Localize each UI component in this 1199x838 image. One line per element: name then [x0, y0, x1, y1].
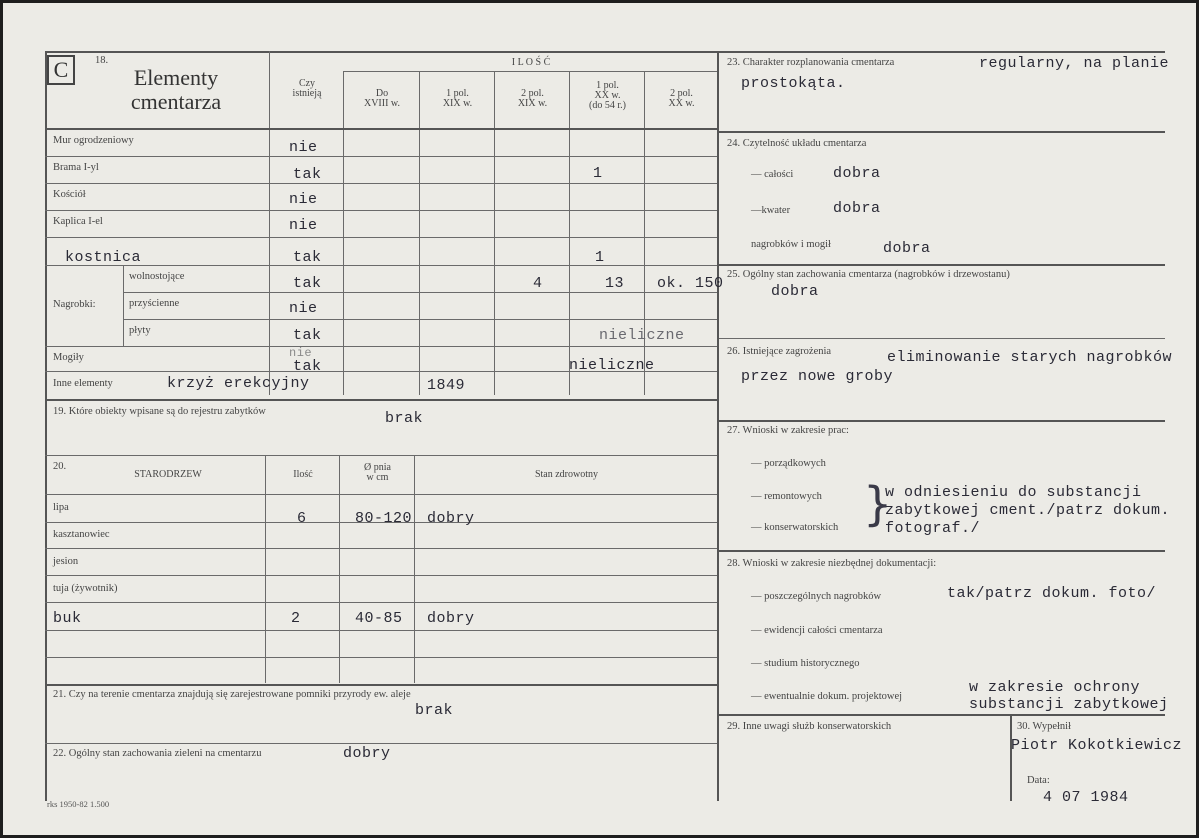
row-inne-label: Inne elementy [53, 378, 113, 389]
row-wolnostojace-c4: 13 [605, 275, 625, 292]
q24-calosci-value: dobra [833, 165, 881, 182]
q27-value-2: zabytkowej cment./patrz dokum. [885, 502, 1171, 519]
tree-row-pnia: 80-120 [355, 510, 413, 527]
q23-label: 23. Charakter rozplanowania cmentarza [727, 57, 895, 68]
q27-value-1: w odniesieniu do substancji [885, 484, 1142, 501]
q30-label: 30. Wypełnił [1017, 721, 1072, 732]
row-mogily-note: nieliczne [569, 357, 655, 374]
row-mogily-label: Mogiły [53, 352, 84, 363]
row-kosciol-czy: nie [289, 191, 318, 208]
row-przyscienne-label: przyścienne [129, 298, 180, 309]
q27-item: — porządkowych [751, 458, 826, 469]
col-header-3: 2 pol. XIX w. [517, 88, 548, 109]
row-brama-label: Brama I-yl [53, 162, 99, 173]
elements-title-2: cmentarza [130, 89, 222, 114]
row-mur-czy: nie [289, 139, 318, 156]
q21-value: brak [415, 702, 454, 719]
row-wolnostojace-czy: tak [293, 275, 322, 292]
tree-row-ilosc: 6 [297, 510, 307, 527]
section-c-letter: C [53, 57, 69, 82]
row-mur-label: Mur ogrodzeniowy [53, 135, 134, 146]
q28-item: — ewentualnie dokum. projektowej [751, 691, 903, 702]
col-header-5: 2 pol. XX w. [668, 88, 695, 109]
row-przyscienne-czy: nie [289, 300, 318, 317]
tree-row-name: jesion [53, 556, 79, 567]
q28-value-4a: w zakresie ochrony [969, 679, 1141, 696]
q24-calosci-label: — całości [751, 169, 794, 180]
col-header-1: Do XVIII w. [363, 88, 400, 109]
q30-value: Piotr Kokotkiewicz [1011, 737, 1183, 754]
q28-item: — studium historycznego [751, 658, 860, 669]
q23-value-1: regularny, na planie [979, 55, 1170, 72]
row-plyty-czy: tak [293, 327, 322, 344]
row-wolnostojace-label: wolnostojące [129, 271, 185, 282]
q20-number: 20. [53, 461, 67, 472]
starodrzew-stan-header: Stan zdrowotny [534, 469, 599, 480]
q24-label: 24. Czytelność układu cmentarza [727, 138, 867, 149]
q23-value-2: prostokąta. [741, 75, 846, 92]
section-c-box [47, 55, 75, 85]
tree-row-name: tuja (żywotnik) [53, 583, 118, 594]
tree-row-stan: dobry [427, 610, 475, 627]
q24-nagrobkow-label: nagrobków i mogił [751, 239, 831, 250]
q27-label: 27. Wnioski w zakresie prac: [727, 425, 849, 436]
row-kostnica-c4: 1 [595, 249, 605, 266]
row-wolnostojace-c5: ok. 150 [657, 275, 724, 292]
row-mogily-czy: tak [293, 358, 322, 375]
q28-item: — ewidencji całości cmentarza [751, 625, 883, 636]
brace-icon: } [863, 477, 893, 531]
q28-value-4b: substancji zabytkowej [969, 696, 1169, 713]
row-kostnica-czy: tak [293, 249, 322, 266]
starodrzew-pnia-header: Ø pnia w cm [364, 462, 391, 483]
q24-kwater-value: dobra [833, 200, 881, 217]
q25-value: dobra [771, 283, 819, 300]
col-header-2: 1 pol. XIX w. [442, 88, 473, 109]
q19-label: 19. Które obiekty wpisane są do rejestru zabytków [53, 406, 266, 417]
center-divider [717, 51, 719, 801]
q25-label: 25. Ogólny stan zachowania cmentarza (nagrobków i drzewostanu) [727, 269, 1010, 280]
row-plyty-label: płyty [129, 325, 151, 336]
q21-label: 21. Czy na terenie cmentarza znajdują się zarejestrowane pomniki przyrody ew. aleje [53, 689, 411, 700]
q27-value-3: fotograf./ [885, 520, 981, 537]
q28-item: — poszczególnych nagrobków [751, 591, 882, 602]
row-plyty-note: nieliczne [599, 327, 685, 344]
elements-title-1: Elementy [133, 65, 219, 90]
q27-item: — konserwatorskich [751, 522, 839, 533]
q30-date-label: Data: [1027, 775, 1050, 786]
starodrzew-ilosc-header: Ilość [293, 469, 313, 480]
q28-label: 28. Wnioski w zakresie niezbędnej dokumentacji: [727, 558, 937, 569]
q19-value: brak [385, 410, 424, 427]
czy-istnieja-header: Czy istnieją [292, 78, 322, 99]
row-kostnica-label: kostnica [65, 249, 142, 266]
q24-nagrobkow-value: dobra [883, 240, 931, 257]
row-kaplica-czy: nie [289, 217, 318, 234]
nagrobki-label: Nagrobki: [53, 299, 96, 310]
left-border [45, 51, 47, 801]
tree-row-pnia: 40-85 [355, 610, 403, 627]
ilosc-header: I L O Ś Ć [511, 57, 551, 68]
col-header-4: 1 pol. XX w. (do 54 r.) [589, 80, 626, 111]
row-inne-c2: 1849 [427, 377, 466, 394]
q27-item: — remontowych [751, 491, 822, 502]
row-kosciol-label: Kościół [53, 189, 86, 200]
row-kaplica-label: Kaplica I-el [53, 216, 103, 227]
row-inne-value: krzyż erekcyjny [167, 375, 310, 392]
q26-label: 26. Istniejące zagrożenia [727, 346, 832, 357]
tree-row-name: buk [53, 610, 82, 627]
q24-kwater-label: —kwater [751, 205, 791, 216]
row-mogily-struck: nie [289, 346, 313, 360]
q22-label: 22. Ogólny stan zachowania zieleni na cmentarzu [53, 748, 262, 759]
q28-value-1: tak/patrz dokum. foto/ [947, 585, 1157, 602]
tree-row-ilosc: 2 [291, 610, 301, 627]
tree-row-name: lipa [53, 502, 69, 513]
q26-value-1: eliminowanie starych nagrobków [887, 349, 1173, 366]
starodrzew-header: STARODRZEW [134, 469, 202, 480]
q22-value: dobry [343, 745, 391, 762]
q26-value-2: przez nowe groby [741, 368, 894, 385]
row-brama-czy: tak [293, 166, 322, 183]
q29-label: 29. Inne uwagi służb konserwatorskich [727, 721, 892, 732]
row-brama-c4: 1 [593, 165, 603, 182]
form-code: rks 1950-82 1.500 [47, 799, 110, 809]
q18-number: 18. [95, 55, 109, 66]
top-border [45, 51, 1165, 53]
row-wolnostojace-c3: 4 [533, 275, 543, 292]
tree-row-stan: dobry [427, 510, 475, 527]
tree-row-name: kasztanowiec [53, 529, 110, 540]
q30-date: 4 07 1984 [1043, 789, 1129, 806]
